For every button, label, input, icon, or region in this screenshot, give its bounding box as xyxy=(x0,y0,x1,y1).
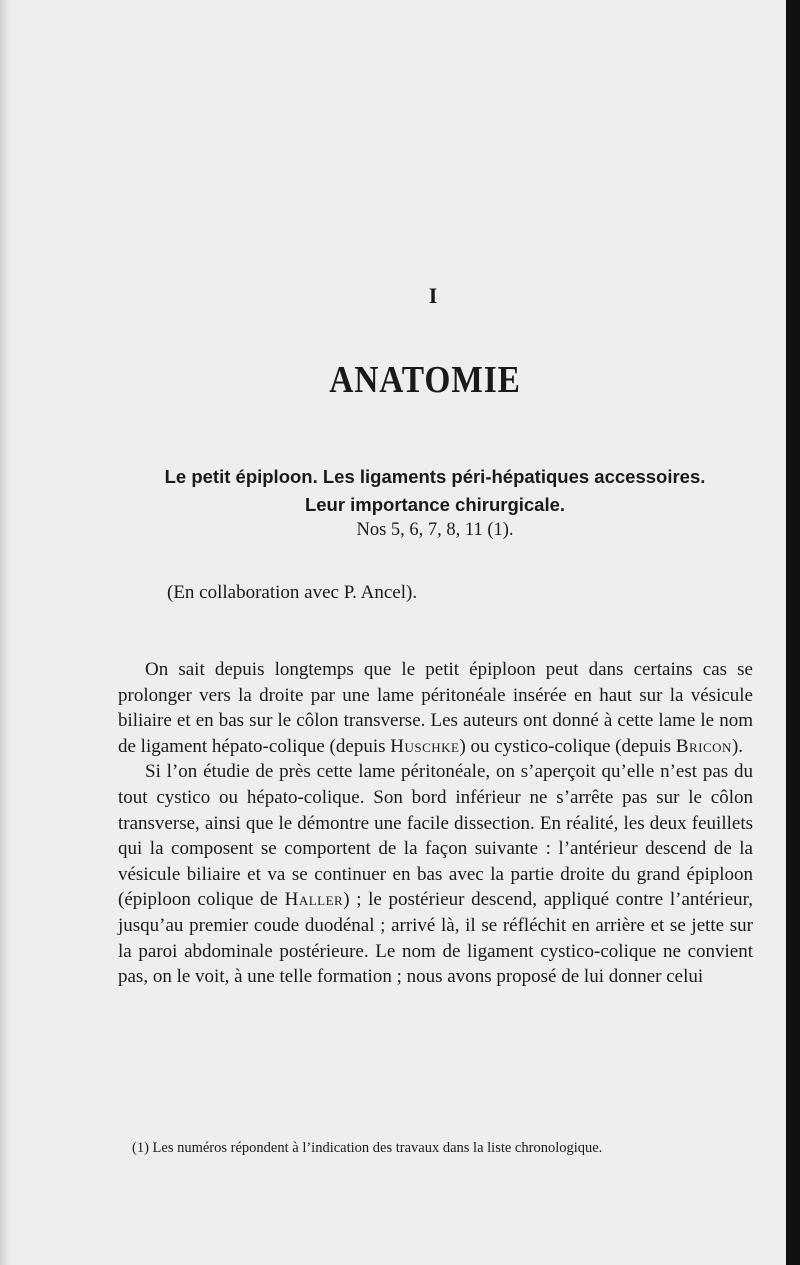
paragraph-2-text-a: Si l’on étudie de près cette lame péritonéale, on s’aperçoit qu’elle n’est pas du tout cystico ou hépato-colique. Son bord inférieur ne s’arrête pas sur le côlon transverse, ainsi que le démontre une facile dissection. En réalité, les deux feuillets qui la composent se comportent de la façon suivante : l’antérieur descend de la vésicule biliaire et va se continuer en bas avec la partie droite du grand épiploon (épiploon colique de xyxy=(118,761,753,911)
author-name-haller: Haller xyxy=(284,889,344,911)
publication-numbers: Nos 5, 6, 7, 8, 11 (1). xyxy=(356,520,514,540)
page-gutter-shadow xyxy=(0,0,10,1265)
paragraph-1-text-a: On sait depuis longtemps que le petit épiploon peut dans certains cas se prolonger vers la droite par une lame péritonéale insérée en haut sur la vésicule biliaire et en bas sur le côlon transverse. Les auteurs ont donné à cette lame le nom de ligament hépato-colique (depuis xyxy=(118,659,753,757)
paragraph-1-text-b: ) ou cystico-colique (depuis xyxy=(459,735,676,757)
section-title: ANATOMIE xyxy=(329,359,521,401)
subtitle-line-1: Le petit épiploon. Les ligaments péri-hépatiques accessoires. xyxy=(164,466,706,487)
paragraph-2-text-b: ) ; le postérieur descend, appliqué contre l’antérieur, jusqu’au premier coude duodénal ; arrivé là, il se réfléchit en arrière et se jette sur la paroi abdominale postérieure. Le nom de ligament cystico-colique ne convient pas, on le voit, à une telle formation ; nous avons proposé de lui donner celui xyxy=(118,889,753,988)
author-name-bricon: Bricon xyxy=(675,735,732,757)
paragraph-1 xyxy=(118,657,753,759)
paragraph-1-text-c: ). xyxy=(731,735,744,757)
author-name-huschke: Huschke xyxy=(390,735,460,757)
footnote-text: (1) Les numéros répondent à l’indication des travaux dans la liste chronologique. xyxy=(132,1140,603,1156)
collaboration-note: (En collaboration avec P. Ancel). xyxy=(167,582,418,603)
paragraph-2 xyxy=(118,759,753,989)
body-text xyxy=(118,657,753,990)
scan-right-border xyxy=(786,0,800,1265)
part-number: I xyxy=(428,283,438,308)
subtitle-line-2: Leur importance chirurgicale. xyxy=(304,494,566,515)
footnote xyxy=(118,1140,756,1156)
